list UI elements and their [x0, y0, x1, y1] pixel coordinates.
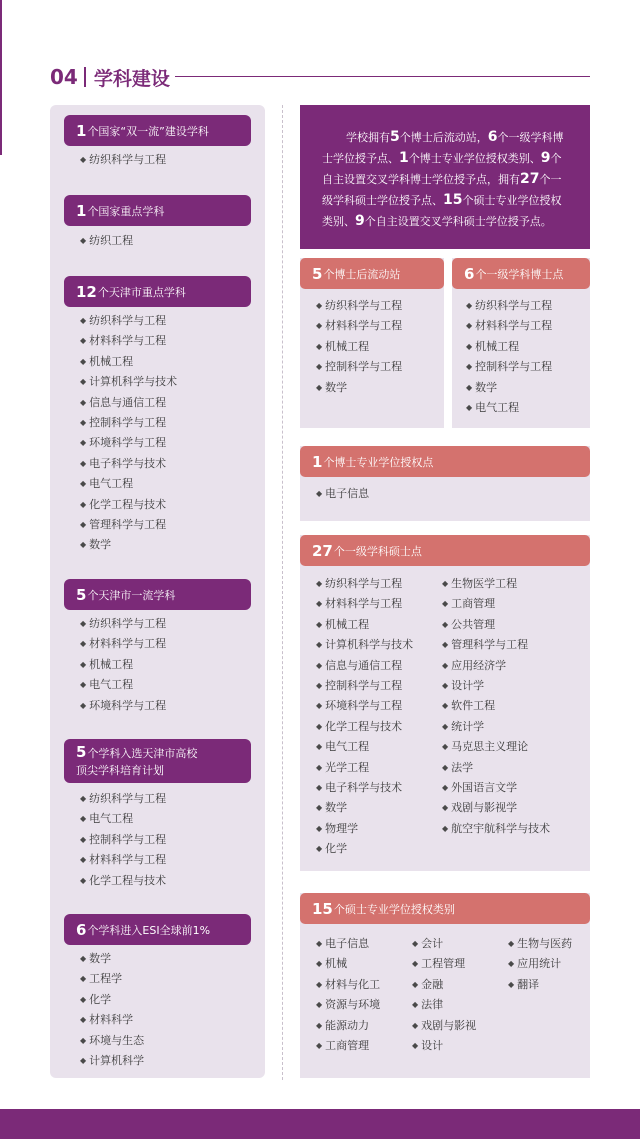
list-item: ◆ 环境与生态: [80, 1031, 144, 1051]
phd-list: [466, 296, 552, 418]
list-item: ◆ 信息与通信工程: [80, 393, 177, 413]
list-item: ◆ 戏剧与影视学: [442, 798, 550, 818]
group-label-line2: 顶尖学科培育计划: [76, 763, 164, 777]
group-count: 6: [76, 920, 87, 939]
left-accent-bar: [0, 0, 2, 155]
list-item: ◆ 电子科学与技术: [80, 454, 177, 474]
prof-masters-header: [300, 893, 590, 924]
list-item: ◆ 材料科学: [80, 1010, 144, 1030]
section-title: [50, 62, 170, 92]
phd-header: [452, 258, 590, 289]
group-list-tianjin-key: [80, 311, 177, 556]
list-item: ◆ 工商管理: [442, 594, 550, 614]
list-item: ◆ 化学: [316, 839, 413, 859]
list-item: ◆ 机械: [316, 954, 380, 974]
panel-count: 27: [312, 541, 333, 560]
list-item: ◆ 环境科学与工程: [80, 433, 177, 453]
list-item: ◆ 电子信息: [316, 484, 369, 504]
list-item: ◆ 设计: [412, 1036, 476, 1056]
section-title-text: 学科建设: [93, 67, 170, 90]
prof-masters-list-col2: [412, 934, 476, 1056]
list-item: ◆ 电子科学与技术: [316, 778, 413, 798]
list-item: ◆ 环境科学与工程: [316, 696, 413, 716]
list-item: ◆ 计算机科学: [80, 1051, 144, 1071]
list-item: ◆ 数学: [80, 949, 144, 969]
list-item: ◆ 管理科学与工程: [442, 635, 550, 655]
list-item: ◆ 数学: [316, 798, 413, 818]
list-item: ◆ 航空宇航科学与技术: [442, 819, 550, 839]
list-item: ◆ 材料科学与工程: [316, 594, 413, 614]
group-list-national-double-first-class: [80, 150, 166, 170]
list-item: ◆ 控制科学与工程: [316, 676, 413, 696]
list-item: ◆ 统计学: [442, 717, 550, 737]
list-item: ◆ 外国语言文学: [442, 778, 550, 798]
list-item: ◆ 金融: [412, 975, 476, 995]
prof-masters-list-col1: [316, 934, 380, 1056]
intro-text: 个自主设置交叉学科博士学位授予点，拥有: [322, 152, 562, 186]
intro-text: 个一级学科硕士学位授予点、: [322, 173, 562, 207]
list-item: ◆ 纺织科学与工程: [80, 311, 177, 331]
panel-count: 6: [464, 264, 475, 283]
list-item: ◆ 软件工程: [442, 696, 550, 716]
list-item: ◆ 化学: [80, 990, 144, 1010]
group-count: 5: [76, 742, 87, 761]
list-item: ◆ 电气工程: [80, 474, 177, 494]
group-label: 个学科进入ESI全球前1%: [87, 923, 211, 937]
group-header-tianjin-top-discipline: [64, 739, 251, 783]
list-item: ◆ 材料科学与工程: [80, 331, 177, 351]
group-label: 个国家重点学科: [87, 204, 165, 218]
title-separator: [84, 67, 86, 87]
panel-count: 5: [312, 264, 323, 283]
group-label: 个学科入选天津市高校: [87, 746, 198, 760]
group-header-national-key: [64, 195, 251, 226]
masters-list-col2: [442, 574, 550, 839]
group-list-tianjin-first-class: [80, 614, 166, 716]
masters-header: [300, 535, 590, 566]
list-item: ◆ 法律: [412, 995, 476, 1015]
list-item: ◆ 计算机科学与技术: [80, 372, 177, 392]
list-item: ◆ 材料科学与工程: [466, 316, 552, 336]
list-item: ◆ 环境科学与工程: [80, 696, 166, 716]
list-item: ◆ 设计学: [442, 676, 550, 696]
intro-text: 个自主设置交叉学科硕士学位授予点。: [364, 215, 552, 228]
list-item: ◆ 控制科学与工程: [80, 413, 177, 433]
intro-number: 27: [520, 171, 540, 187]
list-item: ◆ 工程学: [80, 969, 144, 989]
list-item: ◆ 机械工程: [316, 337, 402, 357]
postdoc-list: [316, 296, 402, 398]
list-item: ◆ 化学工程与技术: [80, 871, 166, 891]
group-count: 5: [76, 585, 87, 604]
group-header-national-double-first-class: [64, 115, 251, 146]
intro-text: 个博士专业学位授权类别、: [408, 152, 541, 165]
group-count: 1: [76, 121, 87, 140]
list-item: ◆ 纺织科学与工程: [466, 296, 552, 316]
panel-label: 个一级学科博士点: [475, 267, 564, 281]
list-item: ◆ 机械工程: [316, 615, 413, 635]
group-count: 12: [76, 282, 97, 301]
list-item: ◆ 电气工程: [466, 398, 552, 418]
intro-text: 学校拥有: [346, 131, 390, 144]
list-item: ◆ 电子信息: [316, 934, 380, 954]
list-item: ◆ 能源动力: [316, 1016, 380, 1036]
panel-label: 个博士专业学位授权点: [323, 455, 434, 469]
list-item: ◆ 公共管理: [442, 615, 550, 635]
prof-phd-header: [300, 446, 590, 477]
postdoc-header: [300, 258, 444, 289]
list-item: ◆ 信息与通信工程: [316, 656, 413, 676]
section-number: 04: [50, 65, 78, 89]
intro-number: 9: [540, 150, 551, 166]
list-item: ◆ 材料科学与工程: [80, 634, 166, 654]
panel-count: 1: [312, 452, 323, 471]
list-item: ◆ 化学工程与技术: [316, 717, 413, 737]
list-item: ◆ 纺织科学与工程: [80, 789, 166, 809]
title-rule: [175, 76, 590, 77]
list-item: ◆ 资源与环境: [316, 995, 380, 1015]
list-item: ◆ 法学: [442, 758, 550, 778]
list-item: ◆ 材料与化工: [316, 975, 380, 995]
list-item: ◆ 应用统计: [508, 954, 572, 974]
list-item: ◆ 生物医学工程: [442, 574, 550, 594]
list-item: ◆ 管理科学与工程: [80, 515, 177, 535]
list-item: ◆ 工程管理: [412, 954, 476, 974]
group-list-esi-top: [80, 949, 144, 1071]
prof-phd-list: [316, 484, 369, 504]
panel-count: 15: [312, 899, 333, 918]
panel-label: 个硕士专业学位授权类别: [333, 902, 455, 916]
list-item: ◆ 纺织科学与工程: [80, 150, 166, 170]
list-item: ◆ 数学: [316, 378, 402, 398]
prof-masters-list-col3: [508, 934, 572, 995]
intro-summary: [300, 105, 590, 249]
intro-text: 个一级学科博士学位授予点、: [322, 131, 564, 165]
list-item: ◆ 电气工程: [80, 809, 166, 829]
group-label: 个天津市重点学科: [97, 285, 186, 299]
panel-label: 个一级学科硕士点: [333, 544, 422, 558]
list-item: ◆ 戏剧与影视: [412, 1016, 476, 1036]
footer-band: [0, 1109, 640, 1139]
list-item: ◆ 应用经济学: [442, 656, 550, 676]
list-item: ◆ 控制科学与工程: [316, 357, 402, 377]
list-item: ◆ 纺织科学与工程: [316, 574, 413, 594]
list-item: ◆ 控制科学与工程: [80, 830, 166, 850]
panel-label: 个博士后流动站: [323, 267, 401, 281]
masters-list-col1: [316, 574, 413, 859]
list-item: ◆ 会计: [412, 934, 476, 954]
group-label: 个天津市一流学科: [87, 588, 176, 602]
list-item: ◆ 电气工程: [80, 675, 166, 695]
column-divider: [282, 105, 283, 1080]
list-item: ◆ 生物与医药: [508, 934, 572, 954]
list-item: ◆ 计算机科学与技术: [316, 635, 413, 655]
list-item: ◆ 翻译: [508, 975, 572, 995]
list-item: ◆ 纺织科学与工程: [80, 614, 166, 634]
list-item: ◆ 材料科学与工程: [316, 316, 402, 336]
group-list-national-key: [80, 231, 133, 251]
list-item: ◆ 电气工程: [316, 737, 413, 757]
intro-text: 个硕士专业学位授权类别、: [322, 194, 562, 228]
list-item: ◆ 纺织工程: [80, 231, 133, 251]
intro-number: 5: [390, 129, 400, 145]
intro-number: 9: [355, 213, 365, 229]
group-count: 1: [76, 201, 87, 220]
intro-text: 个博士后流动站，: [399, 131, 488, 144]
group-header-tianjin-key: [64, 276, 251, 307]
list-item: ◆ 数学: [466, 378, 552, 398]
list-item: ◆ 光学工程: [316, 758, 413, 778]
list-item: ◆ 化学工程与技术: [80, 495, 177, 515]
list-item: ◆ 数学: [80, 535, 177, 555]
group-header-esi-top: [64, 914, 251, 945]
list-item: ◆ 机械工程: [80, 655, 166, 675]
list-item: ◆ 材料科学与工程: [80, 850, 166, 870]
list-item: ◆ 工商管理: [316, 1036, 380, 1056]
list-item: ◆ 物理学: [316, 819, 413, 839]
group-header-tianjin-first-class: [64, 579, 251, 610]
intro-number: 15: [443, 192, 463, 208]
intro-number: 1: [399, 150, 409, 166]
intro-number: 6: [487, 129, 498, 145]
group-label: 个国家“双一流”建设学科: [87, 124, 209, 138]
list-item: ◆ 机械工程: [466, 337, 552, 357]
list-item: ◆ 控制科学与工程: [466, 357, 552, 377]
list-item: ◆ 纺织科学与工程: [316, 296, 402, 316]
list-item: ◆ 机械工程: [80, 352, 177, 372]
group-list-tianjin-top-discipline: [80, 789, 166, 891]
list-item: ◆ 马克思主义理论: [442, 737, 550, 757]
